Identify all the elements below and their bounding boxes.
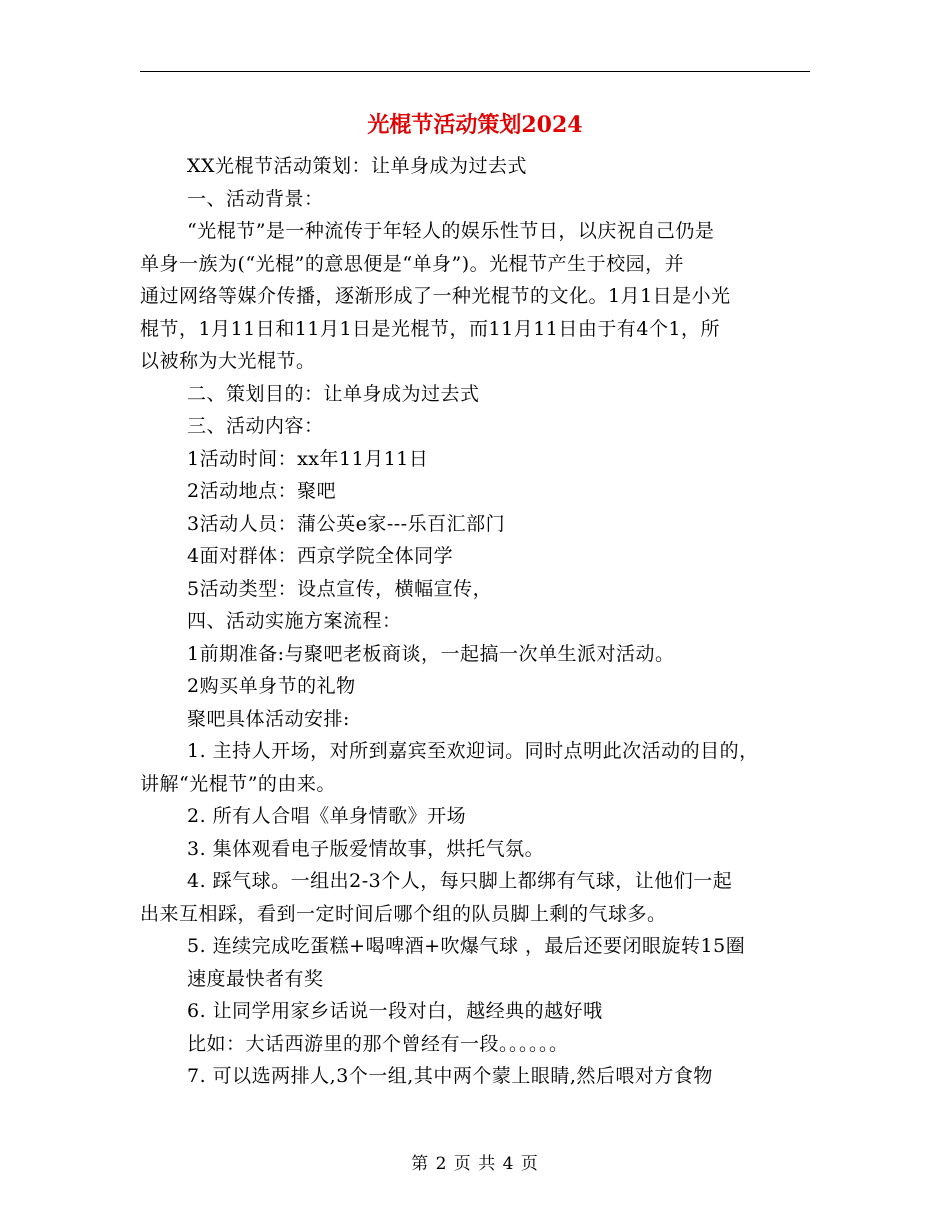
body-line: 比如：大话西游里的那个曾经有一段。。。。。。: [187, 1032, 569, 1055]
body-line: 4面对群体：西京学院全体同学: [187, 545, 454, 567]
body-line: 四、活动实施方案流程：: [187, 610, 402, 632]
body-line: 2购买单身节的礼物: [187, 675, 356, 697]
body-line: XX光棍节活动策划：让单身成为过去式: [187, 155, 528, 177]
body-line: 5. 连续完成吃蛋糕+喝啤酒+吹爆气球 ，最后还要闭眼旋转15圈: [187, 935, 746, 957]
body-line: 聚吧具体活动安排:: [187, 707, 350, 730]
page-footer: 第 2 页 共 4 页: [411, 1154, 539, 1174]
body-line: 速度最快者有奖: [187, 967, 324, 990]
body-line: 2活动地点：聚吧: [187, 480, 337, 502]
body-line: 通过网络等媒介传播，逐渐形成了一种光棍节的文化。1月1日是小光: [140, 285, 731, 307]
body-line: 棍节，1月11日和11月1日是光棍节，而11月11日由于有4个1，所: [140, 317, 721, 340]
body-line: 4. 踩气球。一组出2-3个人，每只脚上都绑有气球，让他们一起: [187, 870, 733, 892]
body-line: 讲解“光棍节”的由来。: [140, 772, 336, 795]
body-line: 一、活动背景：: [187, 187, 324, 210]
body-line: “光棍节”是一种流传于年轻人的娱乐性节日，以庆祝自己仍是: [187, 220, 715, 242]
body-line: 单身一族为(“光棍”的意思便是“单身”)。光棍节产生于校园，并: [140, 252, 685, 275]
body-line: 出来互相踩，看到一定时间后哪个组的队员脚上剩的气球多。: [140, 902, 667, 925]
body-line: 以被称为大光棍节。: [140, 350, 316, 372]
header-rule: [140, 71, 810, 72]
body-line: 1. 主持人开场，对所到嘉宾至欢迎词。同时点明此次活动的目的，: [187, 740, 759, 762]
body-line: 3. 集体观看电子版爱情故事，烘托气氛。: [187, 837, 545, 860]
body-line: 2. 所有人合唱《单身情歌》开场: [187, 805, 467, 827]
body-line: 7. 可以选两排人,3个一组,其中两个蒙上眼睛,然后喂对方食物: [187, 1065, 713, 1087]
body-line: 3活动人员：蒲公英e家---乐百汇部门: [187, 512, 506, 535]
document-title: 光棍节活动策划2024: [367, 112, 583, 138]
body-line: 1前期准备:与聚吧老板商谈，一起搞一次单生派对活动。: [187, 642, 675, 665]
document-body: [140, 150, 820, 1093]
body-line: 三、活动内容：: [187, 415, 324, 437]
body-line: 5活动类型：设点宣传，横幅宣传，: [187, 577, 493, 600]
body-line: 6. 让同学用家乡话说一段对白，越经典的越好哦: [187, 1000, 603, 1022]
body-line: 1活动时间：xx年11月11日: [187, 447, 429, 470]
body-line: 二、策划目的：让单身成为过去式: [187, 382, 480, 405]
